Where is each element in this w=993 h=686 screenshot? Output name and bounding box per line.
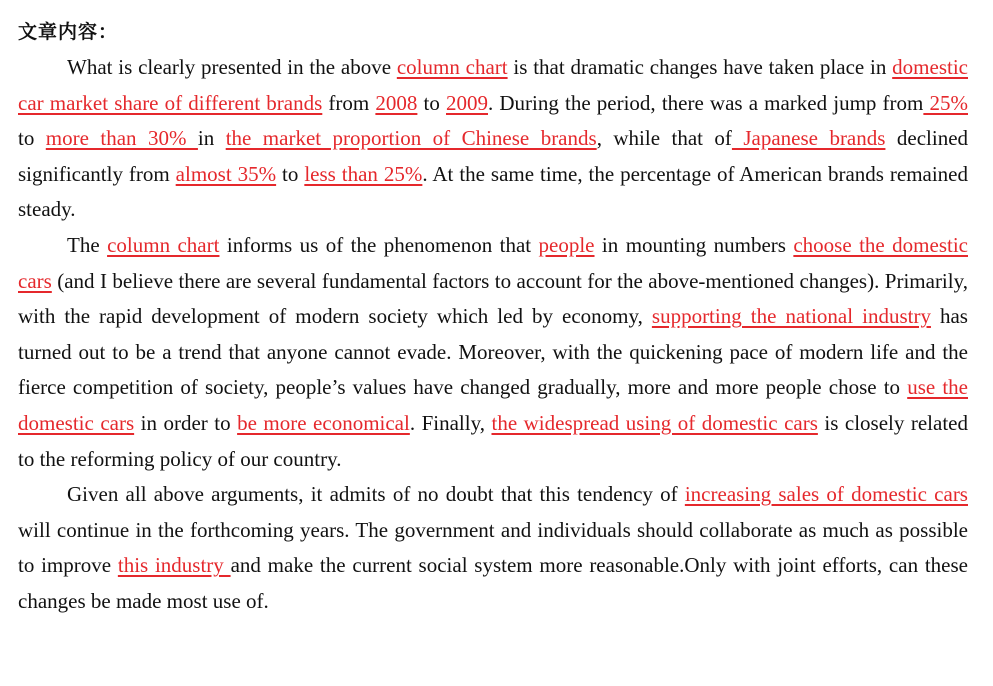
text-segment: from [322, 90, 376, 115]
section-heading: 文章内容： [18, 21, 119, 43]
text-segment: declined significantly from [18, 126, 969, 186]
article-body [18, 50, 968, 620]
document [18, 14, 968, 620]
paragraph-2 [18, 228, 968, 477]
highlighted-phrase: less than 25% [304, 161, 423, 186]
text-segment: (and I believe there are several fundamental factors to account for the above-mentioned changes). Primarily, with the rapid development of modern society which led by economy, [18, 268, 968, 329]
highlighted-phrase: Japanese brands [731, 126, 886, 151]
text-segment: . During the period, there was a marked jump from [488, 90, 924, 115]
highlighted-phrase: the widespread using of domestic cars [491, 410, 818, 435]
paragraph-3 [18, 477, 968, 619]
highlighted-phrase: 2009 [446, 90, 488, 115]
highlighted-phrase: people [538, 232, 595, 257]
highlighted-phrase: column chart [396, 55, 508, 79]
paragraph-1 [18, 50, 968, 228]
highlighted-phrase: domestic car market share of different brands [18, 55, 968, 115]
text-segment: to [18, 126, 46, 151]
text-segment: has turned out to be a trend that anyone cannot evade. Moreover, with the quickening pace of modern life and the fierce competition of society, people’s values have changed gradually, more and more people chose to [18, 304, 968, 400]
highlighted-phrase: this industry [117, 553, 231, 578]
highlighted-phrase: almost 35% [175, 161, 277, 186]
highlighted-phrase: increasing sales of domestic cars [684, 482, 968, 507]
text-segment: to [417, 90, 446, 115]
text-segment: and make the current social system more reasonable.Only with joint efforts, can these changes be made most use of. [18, 553, 968, 613]
text-segment: to [276, 161, 305, 186]
text-segment: The [67, 232, 108, 257]
text-segment: will continue in the forthcoming years. The government and individuals should collaborate as much as possible to improve [18, 517, 968, 578]
highlighted-phrase: be more economical [237, 410, 410, 435]
highlighted-phrase: supporting the national industry [651, 304, 931, 329]
text-segment: in order to [134, 410, 238, 435]
text-segment: is that dramatic changes have taken place in [507, 55, 893, 79]
highlighted-phrase: use the domestic cars [18, 375, 968, 435]
highlighted-phrase: choose the domestic cars [18, 232, 968, 293]
text-segment: . At the same time, the percentage of American brands remained steady. [18, 161, 968, 222]
text-segment: informs us of the phenomenon that [219, 232, 539, 257]
text-segment: Given all above arguments, it admits of no doubt that this tendency of [67, 482, 685, 507]
highlighted-phrase: more than 30% [45, 126, 198, 151]
text-segment: is closely related to the reforming policy of our country. [18, 410, 968, 471]
highlighted-phrase: 25% [923, 90, 968, 115]
text-segment: . Finally, [409, 410, 492, 435]
text-segment: in [197, 126, 226, 151]
text-segment: What is clearly presented in the above [67, 55, 397, 79]
text-segment: in mounting numbers [594, 232, 794, 257]
highlighted-phrase: the market proportion of Chinese brands [225, 126, 597, 151]
text-segment: , while that of [596, 126, 732, 151]
highlighted-phrase: column chart [107, 232, 220, 257]
highlighted-phrase: 2008 [375, 90, 418, 115]
